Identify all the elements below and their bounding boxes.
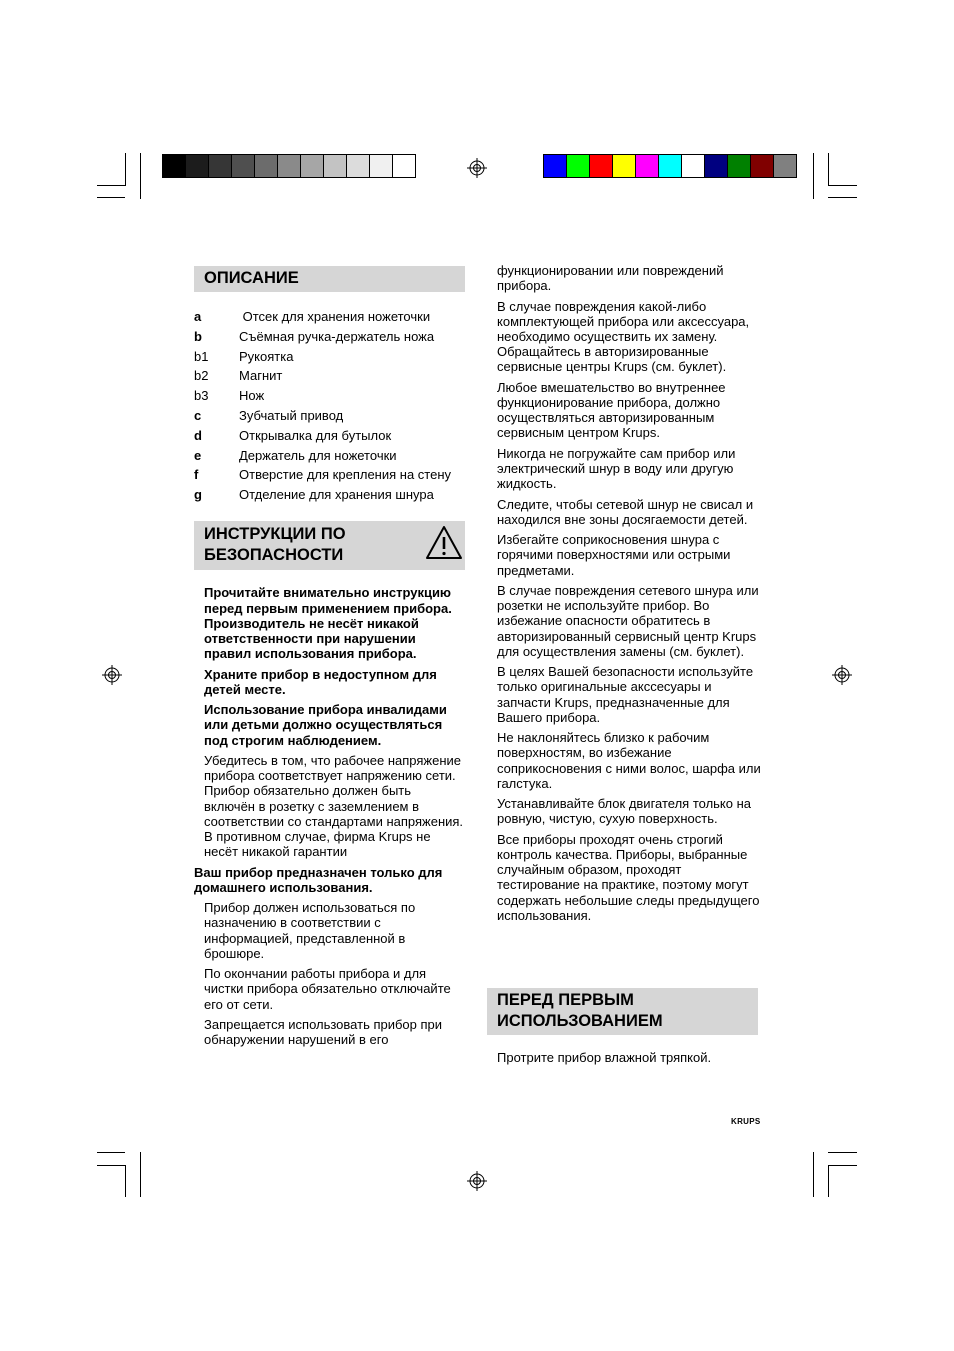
color-swatch [590, 155, 613, 177]
description-item-text: Открывалка для бутылок [239, 427, 392, 443]
description-item [194, 309, 465, 324]
safety-paragraph: Убедитесь в том, что рабочее напряжение прибора соответствует напряжению сети. Прибор обязательно должен быть включён в розетку с заземлением в соответствии со стандартами напряжения. В противном случае, фирма Krups не несёт никакой гарантии [204, 752, 464, 860]
description-item-key: d [194, 427, 202, 443]
description-item [194, 467, 465, 482]
description-item [194, 448, 465, 463]
gray-swatch [255, 155, 278, 177]
description-item-text: Отверстие для крепления на стену [239, 467, 451, 483]
color-calibration-bar [543, 154, 797, 178]
safety-paragraph: По окончании работы прибора и для чистки прибора обязательно отключайте его от сети. [204, 966, 451, 1012]
safety-paragraph: Не наклоняйтесь близко к рабочим поверхностям, во избежание соприкосновения с ними волос, шарфа или галстука. [497, 730, 761, 791]
gray-swatch [232, 155, 255, 177]
right-column [497, 263, 761, 928]
gray-swatch [347, 155, 370, 177]
registration-mark-icon [467, 158, 487, 178]
safety-paragraph: В целях Вашей безопасности используйте только оригинальные акссесуары и запчасти Krups, предназначенные для Вашего прибора. [497, 664, 754, 725]
description-item-text: Нож [239, 388, 265, 404]
color-swatch [751, 155, 774, 177]
safety-paragraph: Избегайте соприкосновения шнура с горячими поверхностями или острыми предметами. [497, 532, 731, 578]
description-item-text: Держатель для ножеточки [239, 447, 397, 463]
first-use-section [487, 988, 758, 1070]
description-item-key: b3 [194, 388, 209, 404]
color-swatch [567, 155, 590, 177]
safety-paragraph: В случае повреждения какой-либо комплектующей прибора или аксессуара, необходимо осуществить их замену. Обращайтесь в авторизированные сервисные центры Krups (см. буклет). [497, 298, 750, 375]
first-use-heading: ПЕРЕД ПЕРВЫМ ИСПОЛЬЗОВАНИЕМ [487, 988, 758, 1035]
safety-paragraph: Устанавливайте блок двигателя только на ровную, чистую, сухую поверхность. [497, 796, 752, 827]
safety-paragraph: Прочитайте внимательно инструкцию перед первым применением прибора. Производитель не несёт никакой ответственности при нарушении правил использования прибора. [204, 585, 452, 662]
description-item-key: g [194, 487, 202, 503]
description-item-key: b1 [194, 348, 209, 364]
description-item-key: c [194, 407, 202, 423]
gray-swatch [163, 155, 186, 177]
description-item [194, 329, 465, 344]
first-use-text: Протрите прибор влажной тряпкой. [497, 1050, 712, 1065]
left-column [194, 266, 465, 1053]
gray-swatch [301, 155, 324, 177]
description-item [194, 368, 465, 383]
safety-paragraph: Любое вмешательство во внутреннее функционирование прибора, должно осуществляться авторизированным сервисным центром Krups. [497, 379, 726, 441]
description-item [194, 349, 465, 364]
grayscale-calibration-bar [162, 154, 416, 178]
gray-swatch [393, 155, 415, 177]
registration-mark-icon [102, 665, 122, 685]
description-item-text: Отделение для хранения шнура [239, 487, 434, 503]
color-swatch [636, 155, 659, 177]
registration-mark-icon [467, 1171, 487, 1191]
description-item-text: Зубчатый привод [239, 407, 344, 423]
warning-triangle-icon [425, 525, 463, 561]
description-item-text: Съёмная ручка-держатель ножа [239, 328, 435, 344]
safety-heading: ИНСТРУКЦИИ ПО БЕЗОПАСНОСТИ [194, 521, 465, 570]
krups-logo: KRUPS [731, 1117, 761, 1126]
color-swatch [728, 155, 751, 177]
gray-swatch [209, 155, 232, 177]
color-swatch [774, 155, 796, 177]
color-swatch [659, 155, 682, 177]
gray-swatch [324, 155, 347, 177]
safety-paragraph: функционировании или повреждений прибора. [497, 263, 724, 294]
description-item [194, 408, 465, 423]
description-item-key: b2 [194, 368, 209, 384]
registration-mark-icon [832, 665, 852, 685]
description-item [194, 388, 465, 403]
safety-paragraph: Следите, чтобы сетевой шнур не свисал и находился вне зоны досягаемости детей. [497, 496, 754, 527]
gray-swatch [278, 155, 301, 177]
description-item [194, 487, 465, 502]
safety-paragraph: Использование прибора инвалидами или детьми должно осуществляться под строгим наблюдением. [204, 702, 447, 748]
description-item [194, 428, 465, 443]
description-heading: ОПИСАНИЕ [194, 266, 465, 292]
safety-paragraph: Все приборы проходят очень строгий контроль качества. Приборы, выбранные случайным образом, проходят тестирование на практике, поэтому могут содержать небольшие следы предыдущего использования. [497, 831, 760, 923]
safety-paragraph: Прибор должен использоваться по назначению в соответствии с информацией, представленной в брошюре. [204, 900, 416, 961]
description-item-key: e [194, 447, 202, 463]
color-swatch [613, 155, 636, 177]
safety-instructions [194, 585, 465, 1047]
gray-swatch [186, 155, 209, 177]
safety-paragraph: Храните прибор в недоступном для детей месте. [204, 666, 437, 697]
color-swatch [705, 155, 728, 177]
description-item-key: f [194, 467, 199, 483]
safety-paragraph: Никогда не погружайте сам прибор или электрический шнур в воду или другую жидкость. [497, 445, 736, 492]
color-swatch [544, 155, 567, 177]
gray-swatch [370, 155, 393, 177]
description-item-text: Магнит [239, 368, 283, 384]
description-list [194, 309, 465, 502]
description-item-key: a [194, 309, 202, 324]
description-item-key: b [194, 328, 202, 344]
color-swatch [682, 155, 705, 177]
safety-paragraph: Запрещается использовать прибор при обнаружении нарушений в его [204, 1016, 443, 1048]
safety-paragraph: В случае повреждения сетевого шнура или розетки не используйте прибор. Во избежание опасности обратитесь в авторизированный сервисный центр Krups для осуществления замены (см. буклет). [497, 582, 759, 659]
description-item-text: Рукоятка [239, 348, 294, 364]
description-item-text: Отсек для хранения ножеточки [239, 309, 431, 324]
safety-paragraph: Ваш прибор предназначен только для домашнего использования. [194, 864, 443, 895]
